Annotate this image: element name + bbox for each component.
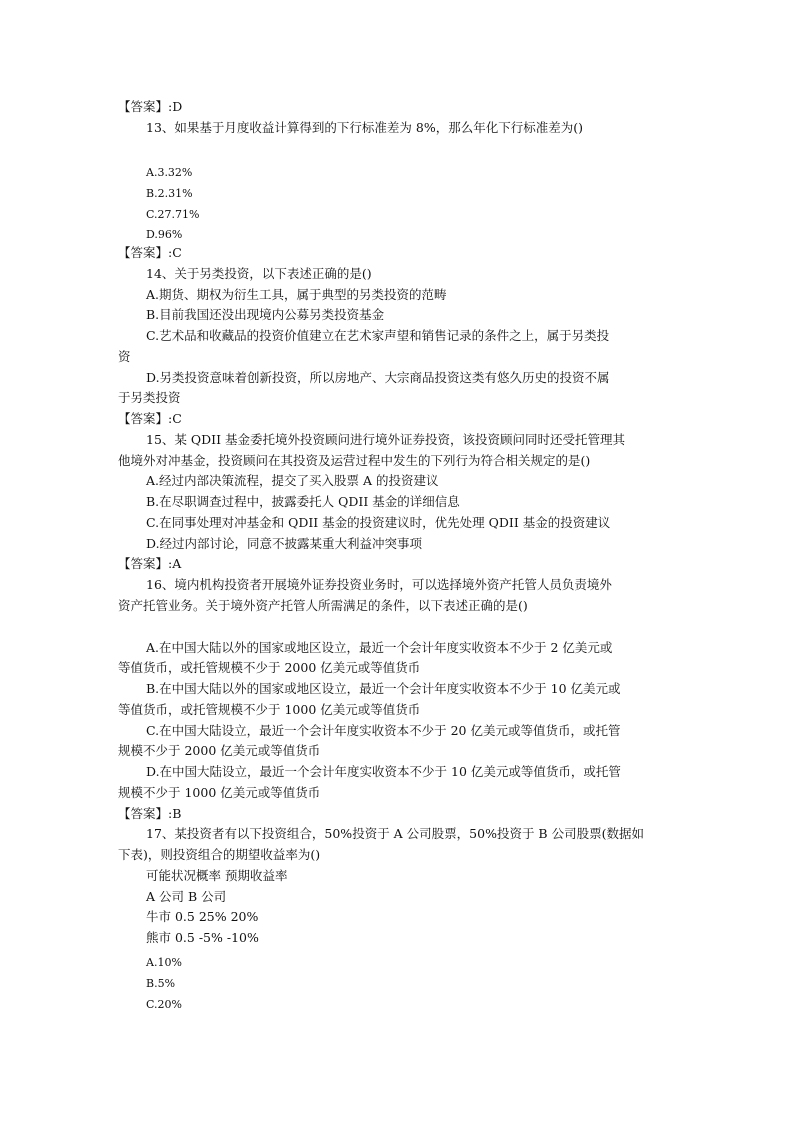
q16-option-c: C.在中国大陆设立，最近一个会计年度实收资本不少于 20 亿美元或等值货币，或托管	[146, 723, 621, 738]
question-15-cont: 他境外对冲基金，投资顾问在其投资及运营过程中发生的下列行为符合相关规定的是()	[118, 453, 591, 468]
q17-table-header: 可能状况概率 预期收益率	[146, 868, 288, 883]
question-17: 17、某投资者有以下投资组合，50%投资于 A 公司股票，50%投资于 B 公司股票(数据如	[146, 826, 644, 841]
q14-option-b: B.目前我国还没出现境内公募另类投资基金	[146, 307, 385, 322]
q17-table-row-bull: 牛市 0.5 25% 20%	[146, 909, 259, 924]
q17-table-subheader: A 公司 B 公司	[146, 889, 227, 904]
q16-option-c-cont: 规模不少于 2000 亿美元或等值货币	[118, 743, 321, 758]
q15-option-a: A.经过内部决策流程，提交了买入股票 A 的投资建议	[146, 473, 439, 488]
q16-option-d: D.在中国大陆设立，最近一个会计年度实收资本不少于 10 亿美元或等值货币，或托管	[146, 764, 621, 779]
q17-option-a: A.10%	[146, 956, 182, 969]
question-13: 13、如果基于月度收益计算得到的下行标准差为 8%，那么年化下行标准差为()	[146, 120, 583, 135]
q16-option-b: B.在中国大陆以外的国家或地区设立，最近一个会计年度实收资本不少于 10 亿美元或	[146, 681, 621, 696]
question-14: 14、关于另类投资，以下表述正确的是()	[146, 266, 372, 281]
answer-12: 【答案】:D	[118, 99, 183, 114]
q15-option-b: B.在尽职调查过程中，披露委托人 QDII 基金的详细信息	[146, 494, 460, 509]
answer-13: 【答案】:C	[118, 245, 182, 260]
q13-option-d: D.96%	[146, 228, 183, 241]
question-16: 16、境内机构投资者开展境外证券投资业务时，可以选择境外资产托管人员负责境外	[146, 577, 612, 592]
q16-option-b-cont: 等值货币，或托管规模不少于 1000 亿美元或等值货币	[118, 702, 421, 717]
q16-option-a: A.在中国大陆以外的国家或地区设立，最近一个会计年度实收资本不少于 2 亿美元或	[146, 640, 613, 655]
answer-15: 【答案】:A	[118, 556, 182, 571]
q15-option-d: D.经过内部讨论，同意不披露某重大利益冲突事项	[146, 536, 423, 551]
q14-option-d-cont: 于另类投资	[118, 390, 181, 405]
q13-option-b: B.2.31%	[146, 187, 193, 200]
q14-option-c: C.艺术品和收藏品的投资价值建立在艺术家声望和销售记录的条件之上，属于另类投	[146, 328, 610, 343]
answer-14: 【答案】:C	[118, 411, 182, 426]
q16-option-d-cont: 规模不少于 1000 亿美元或等值货币	[118, 785, 321, 800]
q17-table-row-bear: 熊市 0.5 -5% -10%	[146, 930, 259, 945]
q14-option-a: A.期货、期权为衍生工具，属于典型的另类投资的范畴	[146, 287, 447, 302]
q17-option-b: B.5%	[146, 977, 176, 990]
question-16-cont: 资产托管业务。关于境外资产托管人所需满足的条件，以下表述正确的是()	[118, 598, 528, 613]
q17-option-c: C.20%	[146, 998, 182, 1011]
q14-option-c-cont: 资	[118, 349, 131, 364]
q13-option-c: C.27.71%	[146, 208, 200, 221]
answer-16: 【答案】:B	[118, 806, 182, 821]
q13-option-a: A.3.32%	[146, 166, 193, 179]
q16-option-a-cont: 等值货币，或托管规模不少于 2000 亿美元或等值货币	[118, 660, 421, 675]
question-17-cont: 下表)，则投资组合的期望收益率为()	[118, 847, 321, 862]
question-15: 15、某 QDII 基金委托境外投资顾问进行境外证券投资，该投资顾问同时还受托管理其	[146, 432, 625, 447]
q15-option-c: C.在同事处理对冲基金和 QDII 基金的投资建议时，优先处理 QDII 基金的投资建议	[146, 515, 611, 530]
q14-option-d: D.另类投资意味着创新投资，所以房地产、大宗商品投资这类有悠久历史的投资不属	[146, 370, 610, 385]
